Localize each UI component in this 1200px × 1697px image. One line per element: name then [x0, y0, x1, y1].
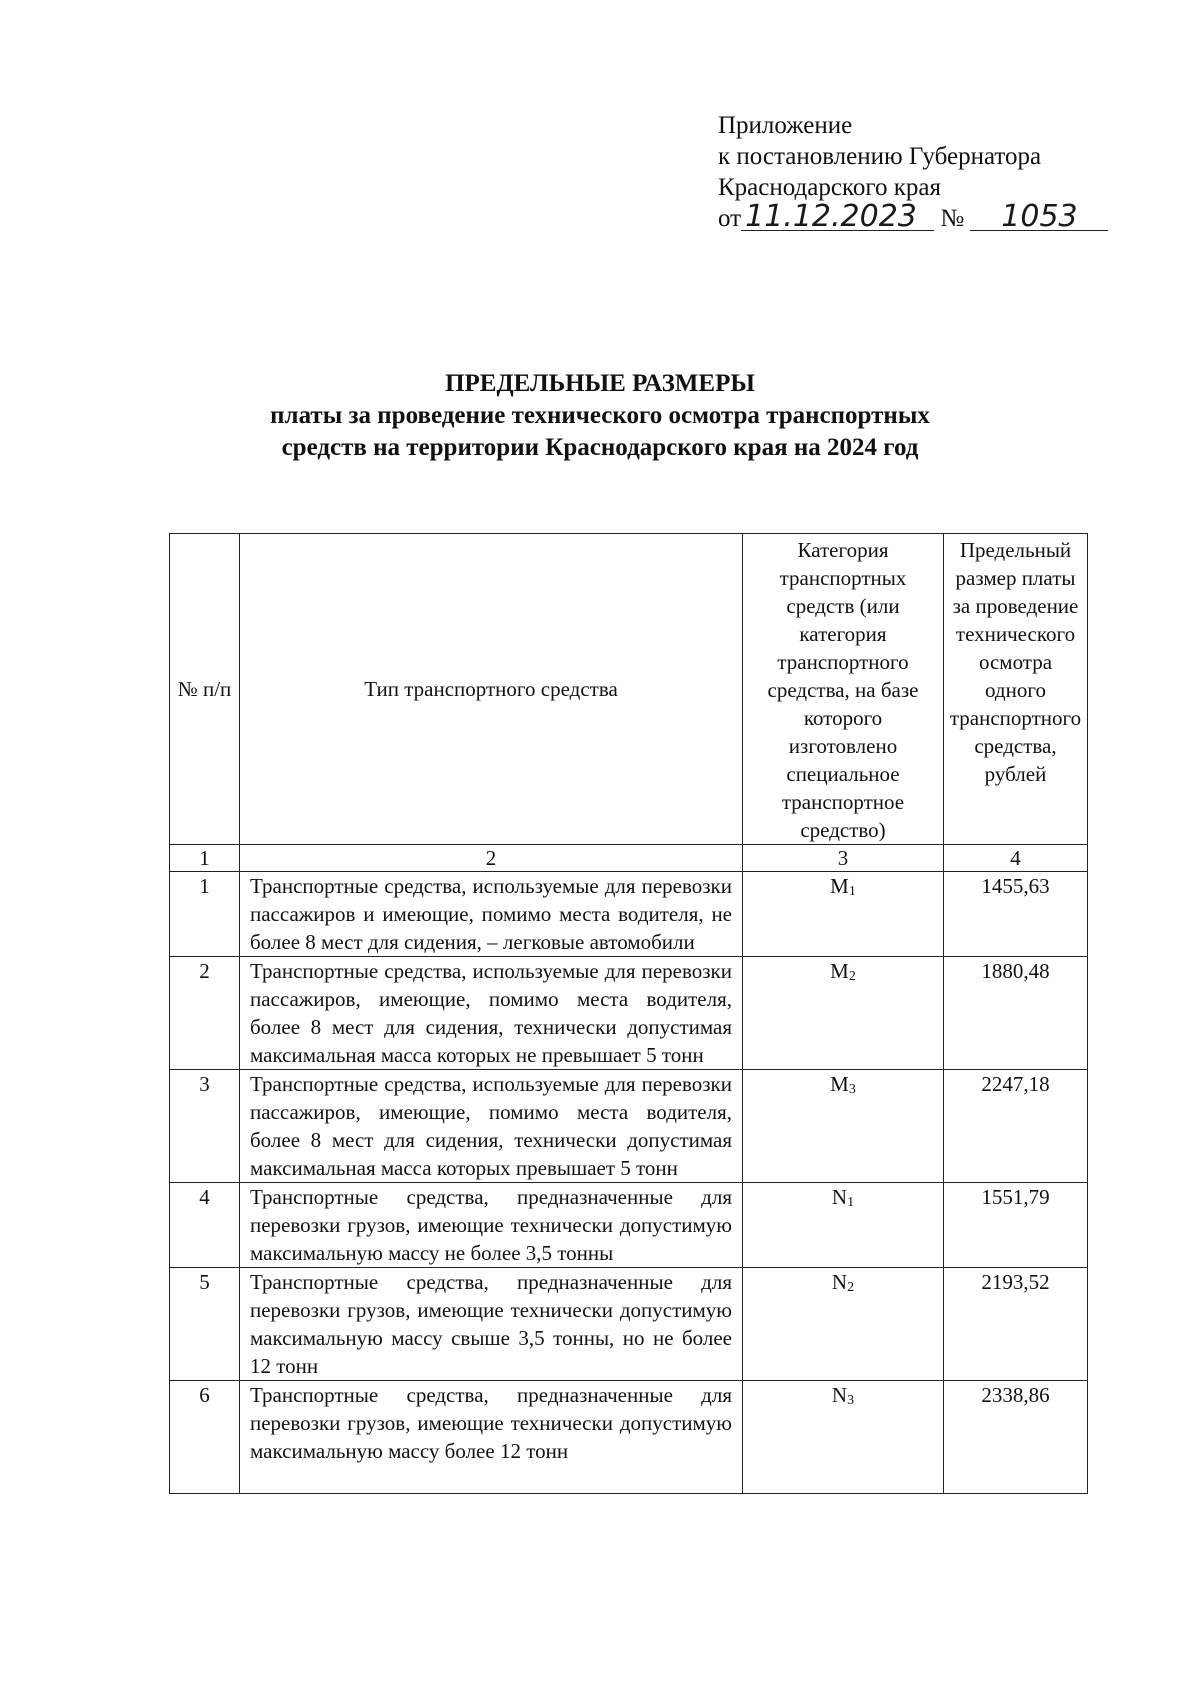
title-line-2: платы за проведение технического осмотра транспортных: [270, 402, 930, 429]
vehicle-type: Транспортные средства, используемые для перевозки пассажиров и имеющие, помимо места водителя, не более 8 мест для сидения, – легковые автомобили: [240, 872, 743, 957]
vehicle-category: $M_1$: [743, 872, 944, 957]
vehicle-category: $N_2$: [743, 1268, 944, 1381]
vehicle-category: $M_3$: [743, 1070, 944, 1183]
table-row: [170, 1381, 1088, 1494]
vehicle-type: Транспортные средства, предназначенные для перевозки грузов, имеющие технически допустимую максимальную массу не более 3,5 тонны: [240, 1183, 743, 1268]
table-row: [170, 1268, 1088, 1381]
attachment-region: Краснодарского края: [718, 174, 941, 201]
column-number: 2: [240, 845, 743, 872]
attachment-reference: к постановлению Губернатора: [718, 143, 1042, 170]
vehicle-type: Транспортные средства, предназначенные для перевозки грузов, имеющие технически допустимую максимальную массу свыше 3,5 тонны, но не более 12 тонн: [240, 1268, 743, 1381]
row-number: 1: [170, 872, 240, 957]
row-number: 2: [170, 957, 240, 1070]
attachment-date-line: [718, 199, 1108, 234]
row-number: 5: [170, 1268, 240, 1381]
table-row: [170, 1183, 1088, 1268]
fee-value: 2247,18: [944, 1070, 1088, 1183]
attachment-title: Приложение: [718, 112, 853, 139]
handwritten-date: 11.12.2023: [741, 204, 934, 231]
vehicle-type: Транспортные средства, предназначенные для перевозки грузов, имеющие технически допустимую максимальную массу более 12 тонн: [240, 1381, 743, 1494]
fee-value: 2193,52: [944, 1268, 1088, 1381]
row-number: 6: [170, 1381, 240, 1494]
date-prefix: от: [718, 205, 742, 232]
fee-value: 1551,79: [944, 1183, 1088, 1268]
handwritten-number: 1053: [970, 204, 1108, 231]
column-number: 3: [743, 845, 944, 872]
column-number: 4: [944, 845, 1088, 872]
table-row: [170, 957, 1088, 1070]
header-type: Тип транспортного средства: [240, 534, 743, 845]
header-category: Категория транспортных средств (или категория транспортного средства, на базе которого изготовлено специальное транспортное средство): [743, 534, 944, 845]
fees-table: [169, 533, 1088, 1494]
attachment-block: [718, 110, 1108, 234]
row-number: 3: [170, 1070, 240, 1183]
title-line-3: средств на территории Краснодарского края на 2024 год: [281, 434, 919, 461]
table-header-row: [170, 534, 1088, 845]
vehicle-category: $N_1$: [743, 1183, 944, 1268]
vehicle-category: $M_2$: [743, 957, 944, 1070]
column-number: 1: [170, 845, 240, 872]
table-row: [170, 1070, 1088, 1183]
column-number-row: [170, 845, 1088, 872]
header-num: № п/п: [170, 534, 240, 845]
header-fee: Предельный размер платы за проведение технического осмотра одного транспортного средства, рублей: [944, 534, 1088, 845]
row-number: 4: [170, 1183, 240, 1268]
number-prefix: №: [940, 205, 965, 232]
fee-value: 1455,63: [944, 872, 1088, 957]
title-line-1: ПРЕДЕЛЬНЫЕ РАЗМЕРЫ: [445, 370, 755, 397]
document-title: [0, 368, 1200, 464]
vehicle-category: $N_3$: [743, 1381, 944, 1494]
fee-value: 2338,86: [944, 1381, 1088, 1494]
table-row: [170, 872, 1088, 957]
fee-value: 1880,48: [944, 957, 1088, 1070]
vehicle-type: Транспортные средства, используемые для перевозки пассажиров, имеющие, помимо места водителя, более 8 мест для сидения, технически допустимая максимальная масса которых не превышает 5 тонн: [240, 957, 743, 1070]
vehicle-type: Транспортные средства, используемые для перевозки пассажиров, имеющие, помимо места водителя, более 8 мест для сидения, технически допустимая максимальная масса которых превышает 5 тонн: [240, 1070, 743, 1183]
